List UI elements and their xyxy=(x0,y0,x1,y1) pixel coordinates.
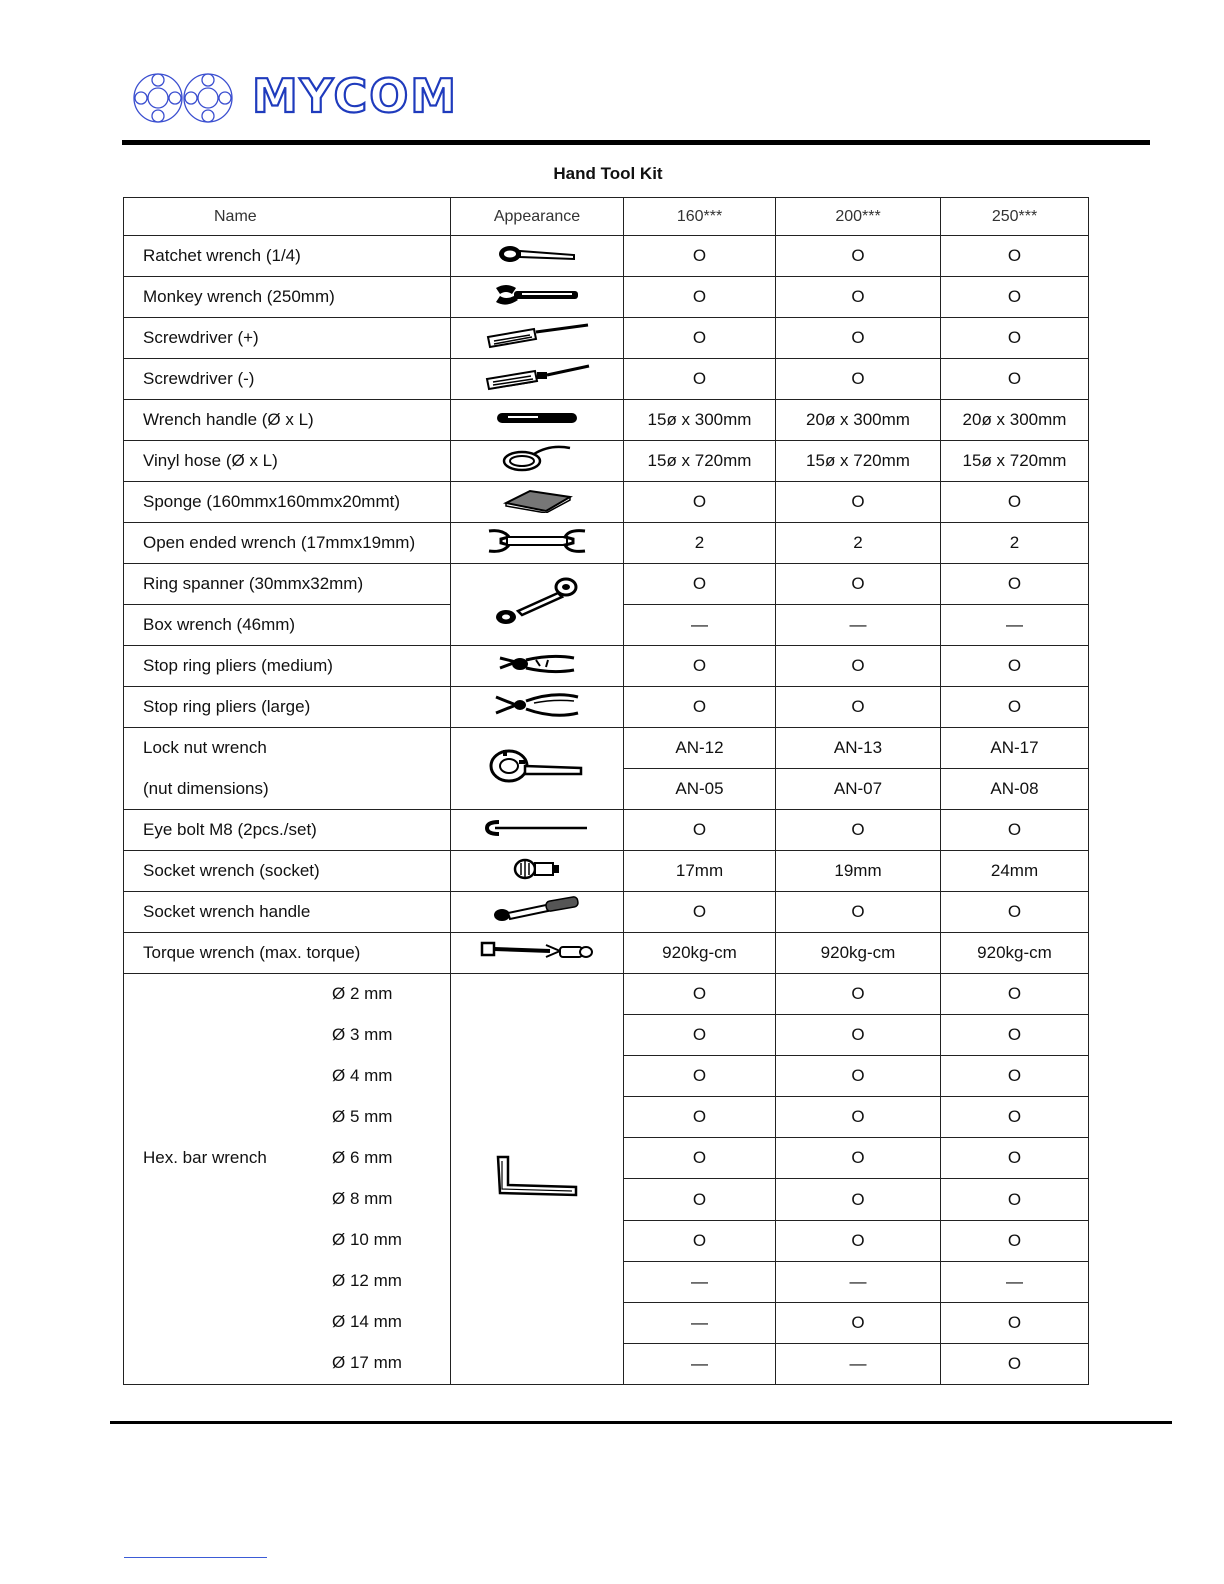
table-row xyxy=(124,359,1089,400)
value-cell: 15ø x 300mm xyxy=(624,400,776,441)
table-row xyxy=(124,441,1089,482)
table-row xyxy=(124,892,1089,933)
value-cell: — xyxy=(776,605,941,646)
value-cell: 920kg-cm xyxy=(624,933,776,974)
tool-name: Monkey wrench (250mm) xyxy=(124,277,451,318)
value-cell: 20ø x 300mm xyxy=(941,400,1089,441)
open-ended-wrench-icon xyxy=(451,527,623,560)
eye-bolt-icon xyxy=(451,818,623,843)
hex-size-label: Ø 4 mm xyxy=(332,1066,393,1085)
table-row xyxy=(124,523,1089,564)
appearance-cell xyxy=(451,441,624,482)
value-cell: O xyxy=(941,236,1089,277)
page-title: Hand Tool Kit xyxy=(553,164,663,183)
value-cell: O xyxy=(776,974,941,1015)
tool-name: Socket wrench (socket) xyxy=(124,851,451,892)
value-cell: O xyxy=(941,1138,1089,1179)
value-cell: — xyxy=(624,1302,776,1343)
lock-nut-wrench-icon xyxy=(451,746,623,791)
value-cell: O xyxy=(624,236,776,277)
value-cell: O xyxy=(941,1015,1089,1056)
tool-name: Screwdriver (+) xyxy=(124,318,451,359)
value-cell: 24mm xyxy=(941,851,1089,892)
value-cell: O xyxy=(941,974,1089,1015)
stop-ring-pliers-large-icon xyxy=(451,691,623,724)
value-cell: 920kg-cm xyxy=(941,933,1089,974)
value-cell: 19mm xyxy=(776,851,941,892)
tool-name: Lock nut wrench xyxy=(124,728,451,769)
ratchet-wrench-icon xyxy=(451,243,623,270)
value-cell: O xyxy=(776,1015,941,1056)
sponge-icon xyxy=(451,487,623,518)
value-cell: O xyxy=(776,1220,941,1261)
value-cell: O xyxy=(624,482,776,523)
col-header-name: Name xyxy=(124,198,451,236)
value-cell: — xyxy=(624,605,776,646)
screwdriver-minus-icon xyxy=(451,363,623,396)
value-cell: O xyxy=(941,1056,1089,1097)
value-cell: 15ø x 720mm xyxy=(624,441,776,482)
value-cell: O xyxy=(941,646,1089,687)
value-cell: AN-05 xyxy=(624,769,776,810)
value-cell: — xyxy=(941,605,1089,646)
table-row xyxy=(124,400,1089,441)
value-cell: O xyxy=(776,810,941,851)
value-cell: O xyxy=(941,892,1089,933)
tool-kit-table xyxy=(123,197,1089,1385)
appearance-cell xyxy=(451,646,624,687)
value-cell: O xyxy=(941,359,1089,400)
ring-spanner-icon xyxy=(451,575,623,634)
table-row xyxy=(124,687,1089,728)
value-cell: O xyxy=(776,1302,941,1343)
value-cell: — xyxy=(941,1261,1089,1302)
value-cell: O xyxy=(776,482,941,523)
value-cell: O xyxy=(624,1179,776,1220)
tool-name: Torque wrench (max. torque) xyxy=(124,933,451,974)
appearance-cell xyxy=(451,236,624,277)
table-row xyxy=(124,277,1089,318)
monkey-wrench-icon xyxy=(451,282,623,313)
value-cell: AN-07 xyxy=(776,769,941,810)
table-row xyxy=(124,236,1089,277)
value-cell: 15ø x 720mm xyxy=(776,441,941,482)
value-cell: AN-13 xyxy=(776,728,941,769)
value-cell: O xyxy=(776,564,941,605)
socket-icon xyxy=(451,857,623,886)
value-cell: O xyxy=(941,1220,1089,1261)
value-cell: O xyxy=(624,359,776,400)
value-cell: — xyxy=(624,1261,776,1302)
value-cell: O xyxy=(941,687,1089,728)
hex-bar-wrench-icon xyxy=(451,1155,623,1204)
value-cell: O xyxy=(776,1138,941,1179)
table-row xyxy=(124,482,1089,523)
hex-size-label: Ø 12 mm xyxy=(332,1271,402,1290)
tool-name: Stop ring pliers (medium) xyxy=(124,646,451,687)
value-cell: AN-08 xyxy=(941,769,1089,810)
appearance-cell xyxy=(451,564,624,646)
col-header-160: 160*** xyxy=(624,198,776,236)
value-cell: O xyxy=(941,318,1089,359)
appearance-cell xyxy=(451,851,624,892)
value-cell: — xyxy=(776,1261,941,1302)
tool-name: Wrench handle (Ø x L) xyxy=(124,400,451,441)
value-cell: O xyxy=(624,687,776,728)
value-cell: O xyxy=(776,1097,941,1138)
tool-name: Ring spanner (30mmx32mm) xyxy=(124,564,451,605)
appearance-cell xyxy=(451,523,624,564)
value-cell: O xyxy=(624,974,776,1015)
hex-size-label: Ø 17 mm xyxy=(332,1353,402,1372)
appearance-cell xyxy=(451,359,624,400)
torque-wrench-icon xyxy=(451,939,623,968)
appearance-cell xyxy=(451,933,624,974)
value-cell: O xyxy=(941,482,1089,523)
value-cell: — xyxy=(624,1343,776,1384)
vinyl-hose-icon xyxy=(451,444,623,479)
hex-bar-wrench-label: Hex. bar wrench xyxy=(143,1148,267,1167)
appearance-cell xyxy=(451,318,624,359)
appearance-cell xyxy=(451,687,624,728)
value-cell: AN-17 xyxy=(941,728,1089,769)
value-cell: 2 xyxy=(624,523,776,564)
table-row xyxy=(124,851,1089,892)
table-header-row xyxy=(124,198,1089,236)
footer-rule xyxy=(110,1421,1172,1424)
tool-name: Vinyl hose (Ø x L) xyxy=(124,441,451,482)
hex-size-label: Ø 6 mm xyxy=(332,1148,393,1167)
value-cell: O xyxy=(624,892,776,933)
value-cell: O xyxy=(624,564,776,605)
value-cell: O xyxy=(941,1343,1089,1384)
appearance-cell xyxy=(451,277,624,318)
value-cell: O xyxy=(776,236,941,277)
value-cell: 2 xyxy=(776,523,941,564)
value-cell: 920kg-cm xyxy=(776,933,941,974)
tool-name: Box wrench (46mm) xyxy=(124,605,451,646)
appearance-cell xyxy=(451,974,624,1385)
value-cell: O xyxy=(776,318,941,359)
col-header-200: 200*** xyxy=(776,198,941,236)
hex-size-label: Ø 14 mm xyxy=(332,1312,402,1331)
table-row xyxy=(124,728,1089,769)
appearance-cell xyxy=(451,482,624,523)
value-cell: 17mm xyxy=(624,851,776,892)
hex-size-label: Ø 2 mm xyxy=(332,984,393,1003)
appearance-cell xyxy=(451,728,624,810)
tool-name: Socket wrench handle xyxy=(124,892,451,933)
footer-link-line xyxy=(124,1557,267,1558)
hex-size-label: Ø 3 mm xyxy=(332,1025,393,1044)
table-row xyxy=(124,974,1089,1015)
appearance-cell xyxy=(451,892,624,933)
value-cell: O xyxy=(624,1097,776,1138)
value-cell: O xyxy=(624,1015,776,1056)
value-cell: O xyxy=(941,1097,1089,1138)
tool-name: (nut dimensions) xyxy=(124,769,451,810)
tool-name: Eye bolt M8 (2pcs./set) xyxy=(124,810,451,851)
value-cell: O xyxy=(776,277,941,318)
value-cell: O xyxy=(941,810,1089,851)
value-cell: O xyxy=(624,277,776,318)
logo-text: MYCOM xyxy=(252,69,459,123)
hex-size-label: Ø 5 mm xyxy=(332,1107,393,1126)
header-rule xyxy=(122,140,1150,145)
appearance-cell xyxy=(451,400,624,441)
value-cell: O xyxy=(941,1179,1089,1220)
stop-ring-pliers-medium-icon xyxy=(451,650,623,683)
value-cell: O xyxy=(941,1302,1089,1343)
value-cell: O xyxy=(776,892,941,933)
table-row xyxy=(124,646,1089,687)
value-cell: O xyxy=(624,1056,776,1097)
wrench-handle-icon xyxy=(451,410,623,431)
col-header-250: 250*** xyxy=(941,198,1089,236)
table-row xyxy=(124,564,1089,605)
hex-name-cell xyxy=(124,974,451,1385)
value-cell: AN-12 xyxy=(624,728,776,769)
value-cell: O xyxy=(776,359,941,400)
hex-size-label: Ø 10 mm xyxy=(332,1230,402,1249)
value-cell: O xyxy=(941,277,1089,318)
value-cell: O xyxy=(624,318,776,359)
tool-name: Sponge (160mmx160mmx20mmt) xyxy=(124,482,451,523)
socket-handle-icon xyxy=(451,895,623,930)
tool-name: Ratchet wrench (1/4) xyxy=(124,236,451,277)
appearance-cell xyxy=(451,810,624,851)
tool-name: Open ended wrench (17mmx19mm) xyxy=(124,523,451,564)
hex-size-label: Ø 8 mm xyxy=(332,1189,393,1208)
mycom-logo xyxy=(132,66,512,130)
tool-name: Screwdriver (-) xyxy=(124,359,451,400)
value-cell: O xyxy=(776,1056,941,1097)
value-cell: O xyxy=(624,810,776,851)
screwdriver-plus-icon xyxy=(451,323,623,354)
tool-name: Stop ring pliers (large) xyxy=(124,687,451,728)
value-cell: O xyxy=(624,1138,776,1179)
table-row xyxy=(124,318,1089,359)
table-row xyxy=(124,933,1089,974)
value-cell: O xyxy=(776,646,941,687)
value-cell: 15ø x 720mm xyxy=(941,441,1089,482)
table-row xyxy=(124,810,1089,851)
value-cell: O xyxy=(776,1179,941,1220)
value-cell: O xyxy=(624,646,776,687)
value-cell: O xyxy=(941,564,1089,605)
value-cell: — xyxy=(776,1343,941,1384)
value-cell: O xyxy=(624,1220,776,1261)
col-header-appearance: Appearance xyxy=(451,198,624,236)
value-cell: O xyxy=(776,687,941,728)
value-cell: 20ø x 300mm xyxy=(776,400,941,441)
value-cell: 2 xyxy=(941,523,1089,564)
